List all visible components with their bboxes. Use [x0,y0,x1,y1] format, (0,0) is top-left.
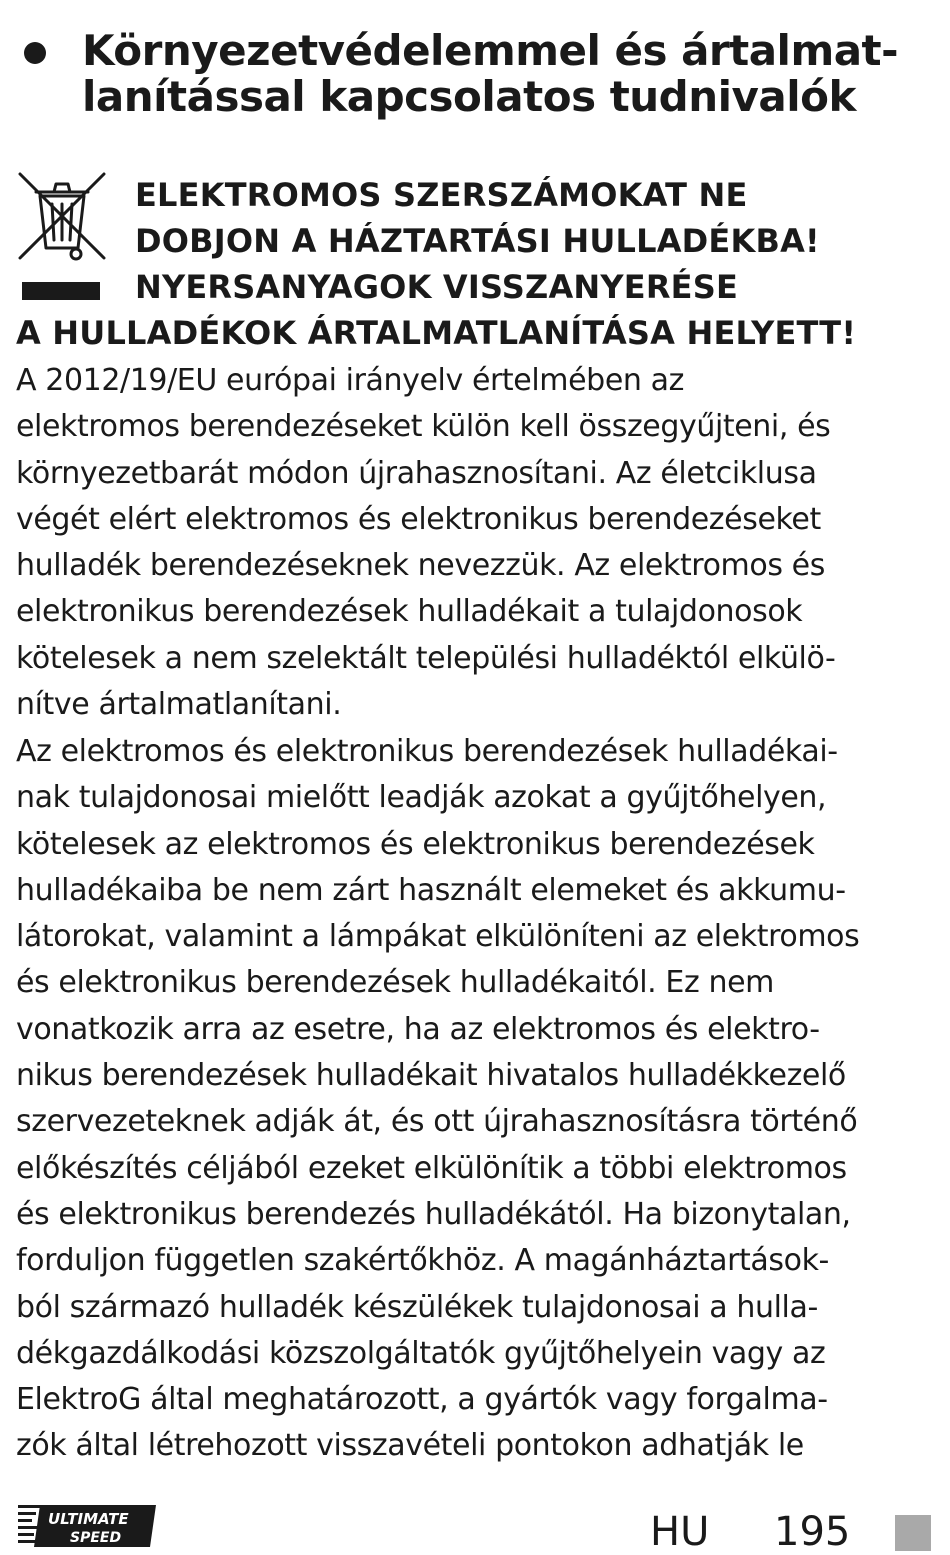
paragraph-line: nak tulajdonosai mielőtt leadják azokat a gyűjtőhelyen, [16,780,827,816]
ultimate-speed-logo [18,1503,158,1549]
paragraph-line: és elektronikus berendezés hulladékától. Ha bizonytalan, [16,1196,851,1232]
paragraph-line: kötelesek a nem szelektált települési hulladéktól elkülö- [16,640,836,676]
paragraph-line: hulladék berendezéseknek nevezzük. Az elektromos és [16,548,825,584]
heading-line-2: lanítással kapcsolatos tudnivalók [82,72,856,121]
paragraph-line: és elektronikus berendezések hulladékaitól. Ez nem [16,965,774,1001]
bullet-dot-icon [24,42,46,64]
brand-line-2: SPEED [70,1530,122,1546]
paragraph-line: nítve ártalmatlanítani. [16,687,342,723]
paragraph-line: ElektroG által meghatározott, a gyártók vagy forgalma- [16,1382,828,1418]
paragraph-1 [16,358,934,728]
weee-underline-bar [22,282,100,300]
paragraph-line: Az elektromos és elektronikus berendezések hulladékai- [16,734,838,769]
paragraph-2 [16,729,934,1470]
warning-line-3: NYERSANYAGOK VISSZANYERÉSE [135,268,739,306]
page-tab-marker [895,1515,931,1551]
paragraph-line: végét elért elektromos és elektronikus berendezéseket [16,501,821,537]
paragraph-line: zók által létrehozott visszavételi pontokon adhatják le [16,1428,804,1464]
crossed-out-wheelie-bin-icon [14,170,110,266]
warning-line-1: ELEKTROMOS SZERSZÁMOKAT NE [135,176,748,214]
paragraph-line: előkészítés céljából ezeket elkülönítik a többi elektromos [16,1150,847,1186]
page-number: 195 [774,1509,851,1555]
brand-line-1: ULTIMATE [48,1510,129,1528]
warning-line-2: DOBJON A HÁZTARTÁSI HULLADÉKBA! [135,222,820,260]
paragraph-line: kötelesek az elektromos és elektronikus berendezések [16,826,815,862]
paragraph-line: látorokat, valamint a lámpákat elkülöníteni az elektromos [16,919,860,955]
paragraph-line: nikus berendezések hulladékait hivatalos hulladékkezelő [16,1058,846,1094]
warning-line-4: A HULLADÉKOK ÁRTALMATLANÍTÁSA HELYETT! [16,314,857,352]
paragraph-line: környezetbarát módon újrahasznosítani. Az életciklusa [16,455,817,491]
language-code: HU [650,1509,710,1555]
paragraph-line: dékgazdálkodási közszolgáltatók gyűjtőhelyein vagy az [16,1335,826,1371]
paragraph-line: forduljon független szakértőkhöz. A magánháztartások- [16,1243,829,1279]
paragraph-line: vonatkozik arra az esetre, ha az elektromos és elektro- [16,1011,820,1047]
heading-line-1: Környezetvédelemmel és ártalmat- [82,26,899,75]
paragraph-line: A 2012/19/EU európai irányelv értelmében az [16,363,684,398]
paragraph-line: elektromos berendezéseket külön kell összegyűjteni, és [16,409,831,445]
paragraph-line: ból származó hulladék készülékek tulajdonosai a hulla- [16,1289,818,1325]
paragraph-line: hulladékaiba be nem zárt használt elemeket és akkumu- [16,872,846,908]
paragraph-line: szervezeteknek adják át, és ott újrahasznosításra történő [16,1104,858,1140]
paragraph-line: elektronikus berendezések hulladékait a tulajdonosok [16,594,803,630]
